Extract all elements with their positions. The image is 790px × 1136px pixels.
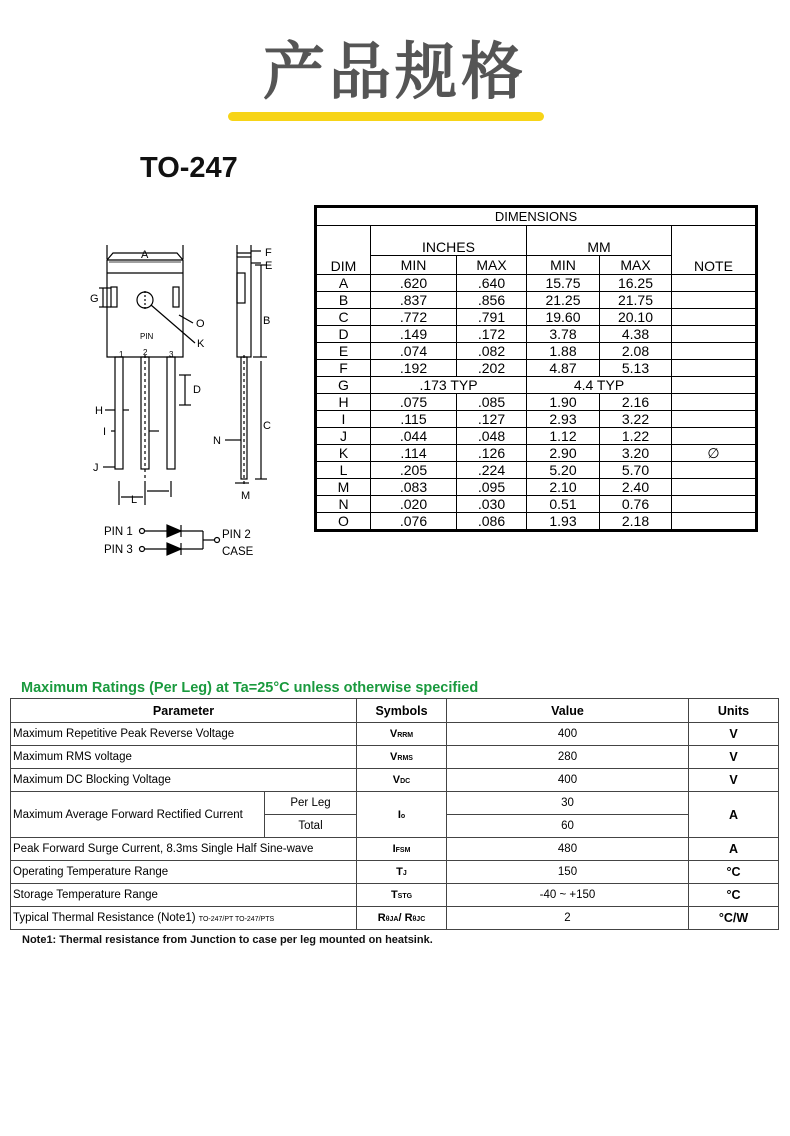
symbol-sub: θJC: [412, 916, 426, 923]
mm-typ-cell: 4.4 TYP: [527, 377, 672, 394]
symbol-sub: RMS: [397, 755, 413, 762]
table-row: [317, 275, 756, 292]
in-max-cell: .085: [457, 394, 527, 411]
mm-max-cell: 1.22: [600, 428, 672, 445]
dim-cell: G: [317, 377, 371, 394]
note-cell: [672, 411, 756, 428]
package-outline-diagram: [85, 235, 315, 570]
symbol-main: T: [390, 889, 398, 901]
value-header: Value: [447, 699, 689, 723]
value-cell: 280: [447, 746, 689, 769]
mm-min-cell: 2.90: [527, 445, 600, 462]
inches-max-header: MAX: [457, 256, 527, 275]
dim-label-o: O: [196, 318, 205, 330]
mm-max-cell: 2.18: [600, 513, 672, 530]
in-max-cell: .086: [457, 513, 527, 530]
symbol-cell: [357, 792, 447, 838]
parameter-cell: Maximum DC Blocking Voltage: [11, 769, 357, 792]
mm-min-cell: 2.93: [527, 411, 600, 428]
in-max-cell: .048: [457, 428, 527, 445]
mm-max-cell: 3.22: [600, 411, 672, 428]
note-cell: [672, 377, 756, 394]
parameter-cell: Maximum Repetitive Peak Reverse Voltage: [11, 723, 357, 746]
dim-cell: F: [317, 360, 371, 377]
table-row: [317, 462, 756, 479]
table-row: [317, 309, 756, 326]
symbol-sub: DC: [400, 778, 411, 785]
note-cell: [672, 394, 756, 411]
mm-max-cell: 2.08: [600, 343, 672, 360]
inches-min-header: MIN: [371, 256, 457, 275]
dimensions-table: [316, 207, 756, 530]
in-min-cell: .020: [371, 496, 457, 513]
unit-cell: A: [689, 838, 779, 861]
table-row: [317, 377, 756, 394]
dim-label-d: D: [193, 384, 201, 396]
symbol-main: R: [377, 912, 386, 924]
dimensions-title: DIMENSIONS: [317, 208, 756, 226]
thermal-note: Note1: Thermal resistance from Junction to case per leg mounted on heatsink.: [22, 934, 433, 946]
unit-cell: V: [689, 723, 779, 746]
parameter-cell: Peak Forward Surge Current, 8.3ms Single Half Sine-wave: [11, 838, 357, 861]
symbol-main: I: [397, 808, 401, 821]
dim-cell: I: [317, 411, 371, 428]
dim-label-a: A: [141, 249, 149, 261]
in-min-cell: .114: [371, 445, 457, 462]
note-cell: [672, 479, 756, 496]
table-row: [11, 884, 779, 907]
table-row: [317, 411, 756, 428]
mm-min-cell: 19.60: [527, 309, 600, 326]
value-cell: 400: [447, 769, 689, 792]
in-max-cell: .127: [457, 411, 527, 428]
table-row: [317, 445, 756, 462]
mm-max-cell: 21.75: [600, 292, 672, 309]
dim-cell: O: [317, 513, 371, 530]
in-max-cell: .791: [457, 309, 527, 326]
ratings-table: [10, 698, 779, 930]
in-min-cell: .075: [371, 394, 457, 411]
dim-cell: J: [317, 428, 371, 445]
mm-min-cell: 1.90: [527, 394, 600, 411]
page-title: 产品规格: [262, 35, 527, 108]
in-min-cell: .044: [371, 428, 457, 445]
pin-number-3: 3: [169, 350, 174, 359]
sub-parameter-cell: Per Leg: [265, 792, 357, 815]
in-min-cell: .115: [371, 411, 457, 428]
table-row: [317, 326, 756, 343]
dim-label-j: J: [93, 462, 99, 474]
in-max-cell: .856: [457, 292, 527, 309]
symbol-sub: STG: [397, 893, 413, 900]
in-min-cell: .149: [371, 326, 457, 343]
value-cell: -40 ~ +150: [447, 884, 689, 907]
note-cell: [672, 496, 756, 513]
pin1-label: PIN 1: [104, 526, 133, 538]
dim-cell: A: [317, 275, 371, 292]
table-row: [317, 428, 756, 445]
table-row: [317, 394, 756, 411]
symbol-sub: θJA: [385, 916, 399, 923]
unit-cell: A: [689, 792, 779, 838]
parameter-cell: Maximum Average Forward Rectified Current: [11, 792, 265, 838]
note-cell: ∅: [672, 445, 756, 462]
table-row: [11, 746, 779, 769]
dim-header: DIM: [317, 226, 371, 275]
symbol-sub: o: [400, 812, 406, 820]
mm-min-cell: 1.93: [527, 513, 600, 530]
unit-cell: °C: [689, 884, 779, 907]
mm-min-cell: 4.87: [527, 360, 600, 377]
in-min-cell: .192: [371, 360, 457, 377]
in-min-cell: .837: [371, 292, 457, 309]
pin2-label: PIN 2: [222, 529, 251, 541]
value-cell: 2: [447, 907, 689, 930]
dim-label-i: I: [103, 426, 107, 438]
table-row: [11, 861, 779, 884]
mm-max-cell: 3.20: [600, 445, 672, 462]
in-min-cell: .772: [371, 309, 457, 326]
dim-label-e: E: [265, 260, 273, 272]
in-max-cell: .224: [457, 462, 527, 479]
parameter-header: Parameter: [11, 699, 357, 723]
dim-cell: N: [317, 496, 371, 513]
symbol-main: V: [390, 751, 398, 763]
dim-label-n: N: [213, 435, 221, 447]
in-min-cell: .076: [371, 513, 457, 530]
unit-cell: V: [689, 746, 779, 769]
unit-cell: °C/W: [689, 907, 779, 930]
table-row: [317, 479, 756, 496]
title-underline: [228, 112, 544, 121]
mm-min-cell: 0.51: [527, 496, 600, 513]
symbol-main: V: [389, 728, 398, 740]
table-row: [11, 838, 779, 861]
symbol-sub: FSM: [395, 847, 411, 854]
note-cell: [672, 309, 756, 326]
mm-max-header: MAX: [600, 256, 672, 275]
table-row: [11, 907, 779, 930]
pin-number-2: 2: [143, 348, 148, 357]
note-cell: [672, 462, 756, 479]
mm-max-cell: 4.38: [600, 326, 672, 343]
table-row: [11, 792, 779, 815]
symbol-main: I: [392, 843, 396, 855]
dim-label-k: K: [197, 338, 205, 350]
in-min-cell: .083: [371, 479, 457, 496]
mm-max-cell: 5.13: [600, 360, 672, 377]
mm-max-cell: 2.40: [600, 479, 672, 496]
dim-label-f: F: [265, 247, 272, 259]
value-cell: 60: [447, 815, 689, 838]
table-row: [317, 360, 756, 377]
in-max-cell: .172: [457, 326, 527, 343]
note-cell: [672, 428, 756, 445]
mm-min-cell: 3.78: [527, 326, 600, 343]
sub-parameter-cell: Total: [265, 815, 357, 838]
mm-min-cell: 2.10: [527, 479, 600, 496]
dim-cell: E: [317, 343, 371, 360]
value-cell: 400: [447, 723, 689, 746]
mm-max-cell: 2.16: [600, 394, 672, 411]
note-cell: [672, 343, 756, 360]
mm-header: MM: [527, 226, 672, 256]
symbol-cell: [357, 746, 447, 769]
dim-cell: C: [317, 309, 371, 326]
mm-max-cell: 5.70: [600, 462, 672, 479]
mm-min-cell: 15.75: [527, 275, 600, 292]
symbol-cell: [357, 838, 447, 861]
symbol-sub: RRM: [397, 732, 414, 739]
dim-label-l: L: [131, 494, 138, 506]
parameter-cell: Maximum RMS voltage: [11, 746, 357, 769]
dim-label-h: H: [95, 405, 103, 417]
table-row: [11, 723, 779, 746]
parameter-cell: Operating Temperature Range: [11, 861, 357, 884]
mm-max-cell: 20.10: [600, 309, 672, 326]
symbol-cell: [357, 723, 447, 746]
dim-cell: K: [317, 445, 371, 462]
pin-text: PIN: [140, 332, 154, 341]
symbol-cell: [357, 861, 447, 884]
inches-header: INCHES: [371, 226, 527, 256]
dim-cell: L: [317, 462, 371, 479]
value-cell: 150: [447, 861, 689, 884]
ratings-title: Maximum Ratings (Per Leg) at Ta=25°C unless otherwise specified: [21, 680, 479, 696]
table-row: [11, 769, 779, 792]
parameter-text: Typical Thermal Resistance (Note1): [13, 912, 196, 924]
dim-cell: H: [317, 394, 371, 411]
table-row: [317, 343, 756, 360]
dim-cell: B: [317, 292, 371, 309]
symbol-main: T: [396, 866, 403, 878]
dim-cell: M: [317, 479, 371, 496]
note-cell: [672, 326, 756, 343]
symbol-main: R: [404, 912, 413, 924]
case-label: CASE: [222, 546, 254, 558]
dim-label-g: G: [90, 293, 99, 305]
symbol-cell: [357, 769, 447, 792]
symbol-main: V: [392, 774, 401, 786]
value-cell: 30: [447, 792, 689, 815]
note-cell: [672, 292, 756, 309]
in-typ-cell: .173 TYP: [371, 377, 527, 394]
units-header: Units: [689, 699, 779, 723]
in-max-cell: .202: [457, 360, 527, 377]
dim-cell: D: [317, 326, 371, 343]
mm-min-header: MIN: [527, 256, 600, 275]
symbol-sub: J: [402, 870, 407, 877]
symbol-separator: /: [398, 912, 402, 924]
in-min-cell: .074: [371, 343, 457, 360]
unit-cell: V: [689, 769, 779, 792]
in-max-cell: .126: [457, 445, 527, 462]
dim-label-b: B: [263, 315, 271, 327]
parameter-package-note: TO-247/PT TO-247/PTS: [198, 916, 275, 923]
parameter-cell: Storage Temperature Range: [11, 884, 357, 907]
in-min-cell: .205: [371, 462, 457, 479]
mm-max-cell: 0.76: [600, 496, 672, 513]
symbols-header: Symbols: [357, 699, 447, 723]
unit-cell: °C: [689, 861, 779, 884]
dim-label-m: M: [241, 490, 251, 502]
table-row: [317, 513, 756, 530]
value-cell: 480: [447, 838, 689, 861]
mm-min-cell: 1.12: [527, 428, 600, 445]
dim-label-c: C: [263, 420, 271, 432]
mm-min-cell: 5.20: [527, 462, 600, 479]
symbol-cell: [357, 884, 447, 907]
mm-min-cell: 1.88: [527, 343, 600, 360]
pin-number-1: 1: [119, 350, 124, 359]
in-max-cell: .030: [457, 496, 527, 513]
in-min-cell: .620: [371, 275, 457, 292]
in-max-cell: .082: [457, 343, 527, 360]
parameter-cell: [11, 907, 357, 930]
note-cell: [672, 360, 756, 377]
symbol-cell: [357, 907, 447, 930]
in-max-cell: .640: [457, 275, 527, 292]
table-row: [317, 496, 756, 513]
mm-min-cell: 21.25: [527, 292, 600, 309]
note-cell: [672, 275, 756, 292]
table-row: [317, 292, 756, 309]
pin3-label: PIN 3: [104, 544, 133, 556]
note-cell: [672, 513, 756, 530]
note-header: NOTE: [672, 226, 756, 275]
in-max-cell: .095: [457, 479, 527, 496]
package-name: TO-247: [140, 152, 238, 184]
mm-max-cell: 16.25: [600, 275, 672, 292]
